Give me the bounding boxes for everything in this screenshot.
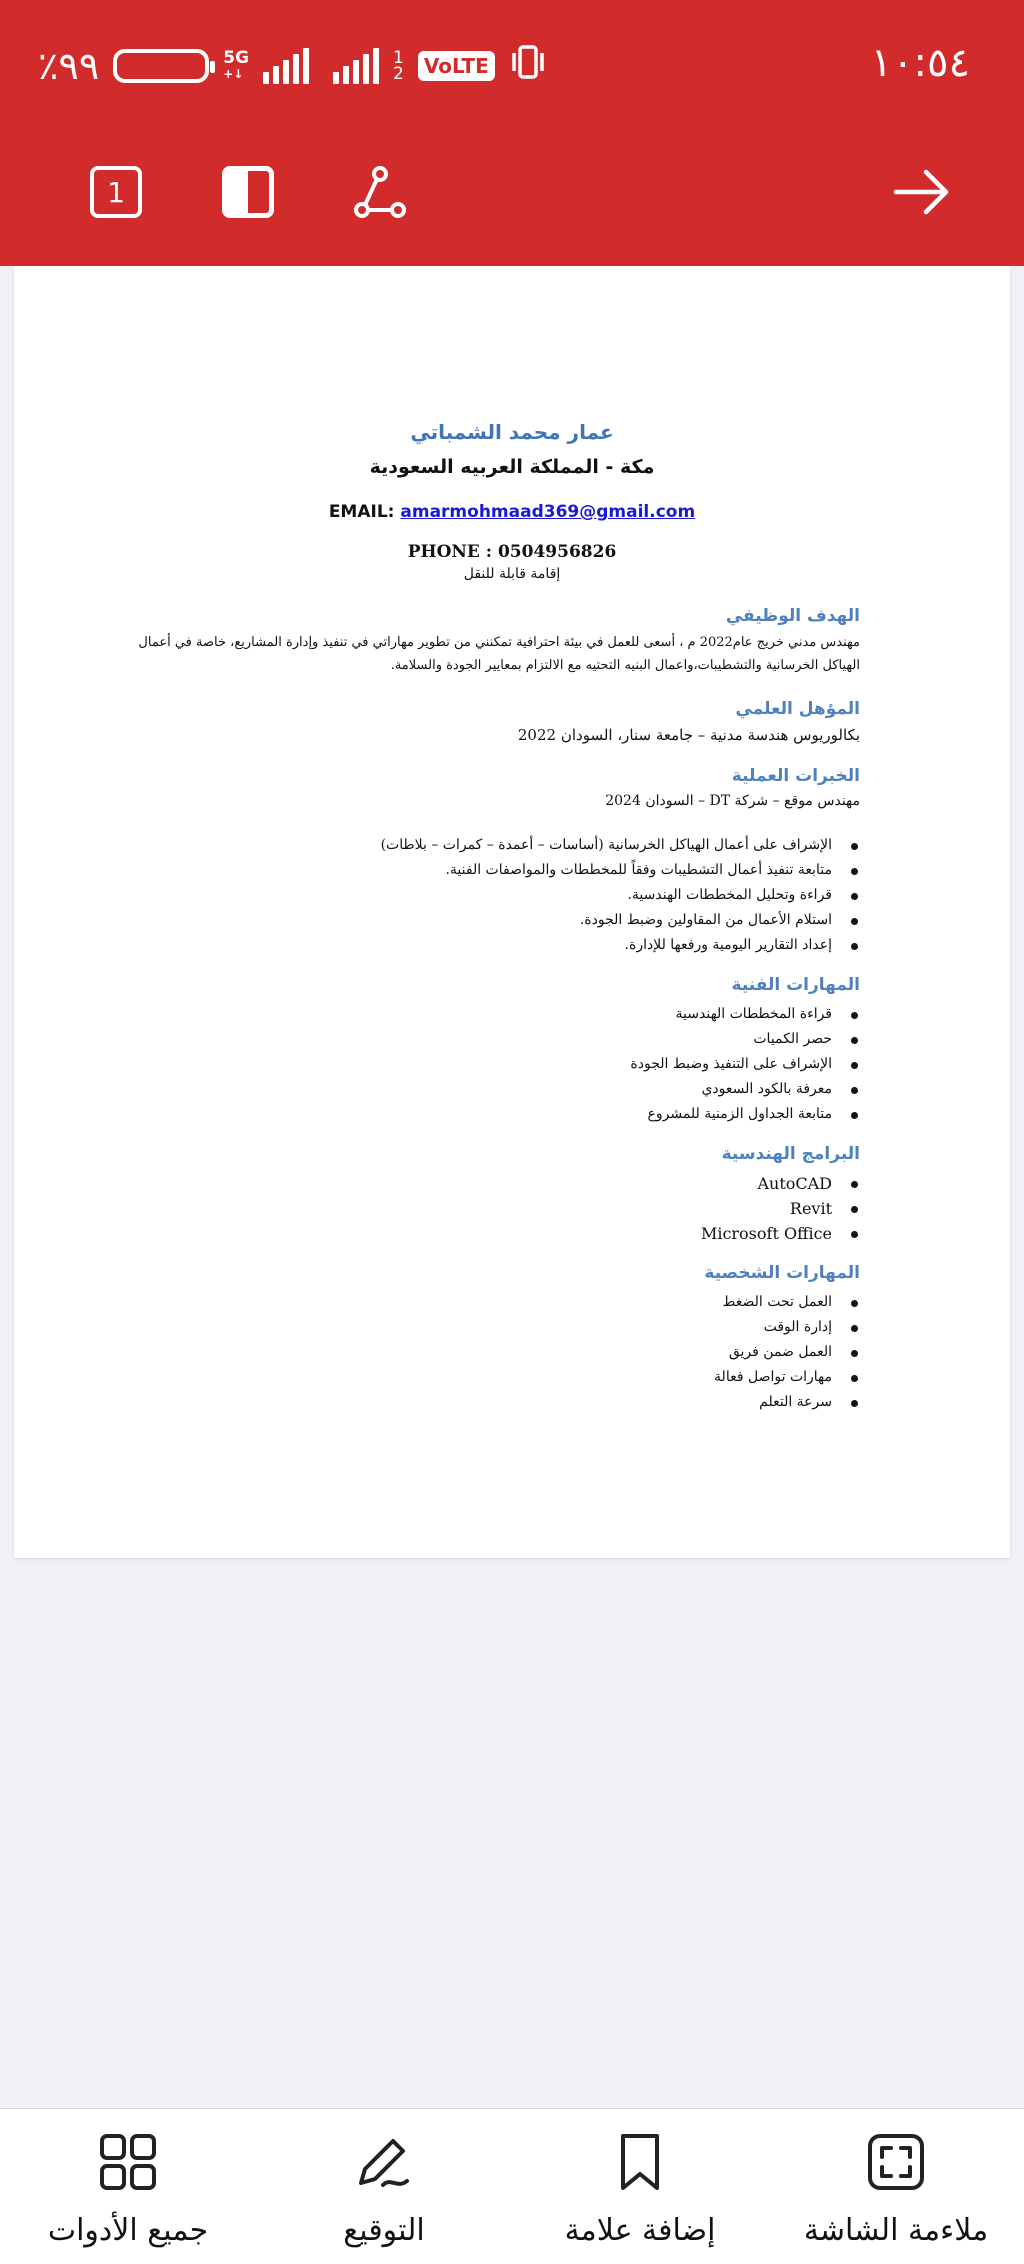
- list-item: حصر الكميات: [630, 1027, 832, 1052]
- cv-phone: PHONE : 0504956826: [407, 542, 617, 562]
- soft-skills-list: [714, 1290, 860, 1415]
- list-item: قراءة المخططات الهندسية: [630, 1002, 832, 1027]
- email-link[interactable]: amarmohmaad369@gmail.com: [400, 502, 696, 522]
- battery-icon: [113, 49, 209, 83]
- list-item: متابعة الجداول الزمنية للمشروع: [630, 1102, 832, 1127]
- sim-slot-icon: 1 2: [393, 48, 404, 84]
- list-item: معرفة بالكود السعودي: [630, 1077, 832, 1102]
- list-item: إعداد التقارير اليومية ورفعها للإدارة.: [381, 933, 832, 958]
- experience-list: [381, 833, 860, 958]
- app-header: [0, 0, 1024, 266]
- arrow-right-icon[interactable]: [890, 160, 954, 224]
- software-list: [701, 1171, 860, 1246]
- share-icon[interactable]: [348, 160, 412, 224]
- vibrate-icon: [509, 43, 547, 90]
- education-text: بكالوريوس هندسة مدنية – جامعة سنار، السودان 2022: [517, 726, 860, 744]
- cv-content: [14, 266, 1010, 1558]
- viewer-toolbar: [0, 140, 1024, 240]
- page-number-button[interactable]: 1: [84, 160, 148, 224]
- experience-role: مهندس موقع – شركة DT – السودان 2024: [605, 793, 860, 809]
- cv-name: عمار محمد الشمباتي: [410, 420, 614, 444]
- list-item: الإشراف على التنفيذ وضبط الجودة: [630, 1052, 832, 1077]
- cv-relocation: إقامة قابلة للنقل: [463, 566, 561, 582]
- all-tools-button[interactable]: جميع الأدوات: [0, 2109, 256, 2264]
- cv-email: EMAIL: amarmohmaad369@gmail.com: [328, 502, 696, 522]
- experience-title: الخبرات العملية: [731, 766, 860, 786]
- signal-sim2-icon: [333, 48, 379, 84]
- document-page[interactable]: [14, 266, 1010, 1558]
- software-title: البرامج الهندسية: [721, 1144, 860, 1164]
- grid-icon: [97, 2131, 159, 2193]
- education-title: المؤهل العلمي: [735, 699, 860, 719]
- clock: ١٠:٥٤: [870, 40, 970, 86]
- signature-button[interactable]: التوقيع: [256, 2109, 512, 2264]
- volte-icon: VoLTE: [418, 51, 495, 81]
- list-item: AutoCAD: [701, 1171, 832, 1196]
- list-item: سرعة التعلم: [714, 1390, 832, 1415]
- cv-city: مكة - المملكة العربيه السعودية: [369, 456, 655, 478]
- add-bookmark-button[interactable]: إضافة علامة: [512, 2109, 768, 2264]
- fit-screen-icon: [865, 2131, 927, 2193]
- signal-icon: [263, 48, 309, 84]
- list-item: الإشراف على أعمال الهياكل الخرسانية (أساسات – أعمدة – كمرات – بلاطات): [381, 833, 832, 858]
- list-item: Revit: [701, 1196, 832, 1221]
- list-item: Microsoft Office: [701, 1221, 832, 1246]
- list-item: متابعة تنفيذ أعمال التشطيبات وفقاً للمخططات والمواصفات الفنية.: [381, 858, 832, 883]
- soft-skills-title: المهارات الشخصية: [704, 1263, 860, 1283]
- battery-percent: ٪٩٩: [38, 44, 100, 88]
- tech-skills-title: المهارات الفنية: [731, 975, 860, 995]
- list-item: إدارة الوقت: [714, 1315, 832, 1340]
- status-bar: [0, 0, 1024, 130]
- bottom-toolbar: [0, 2108, 1024, 2264]
- fit-screen-button[interactable]: ملاءمة الشاشة: [768, 2109, 1024, 2264]
- network-type-icon: 5G +↓: [223, 48, 250, 81]
- objective-title: الهدف الوظيفي: [725, 606, 860, 626]
- pen-icon: [353, 2131, 415, 2193]
- status-icons: [38, 44, 547, 88]
- tech-skills-list: [630, 1002, 860, 1127]
- list-item: استلام الأعمال من المقاولين وضبط الجودة.: [381, 908, 832, 933]
- objective-text: مهندس مدني خريج عام2022 م ، أسعى للعمل في بيئة احترافية تمكنني من تطوير مهاراتي في تنفيذ وإدارة المشاريع، خاصة في أعمال الهياكل الخرسانية والتشطيبات،واعمال البنيه التحتيه مع الالتزام بمعايير الجودة والسلامة.: [138, 635, 860, 673]
- list-item: العمل تحت الضغط: [714, 1290, 832, 1315]
- list-item: العمل ضمن فريق: [714, 1340, 832, 1365]
- view-mode-icon[interactable]: [216, 160, 280, 224]
- bookmark-icon: [609, 2131, 671, 2193]
- list-item: مهارات تواصل فعالة: [714, 1365, 832, 1390]
- list-item: قراءة وتحليل المخططات الهندسية.: [381, 883, 832, 908]
